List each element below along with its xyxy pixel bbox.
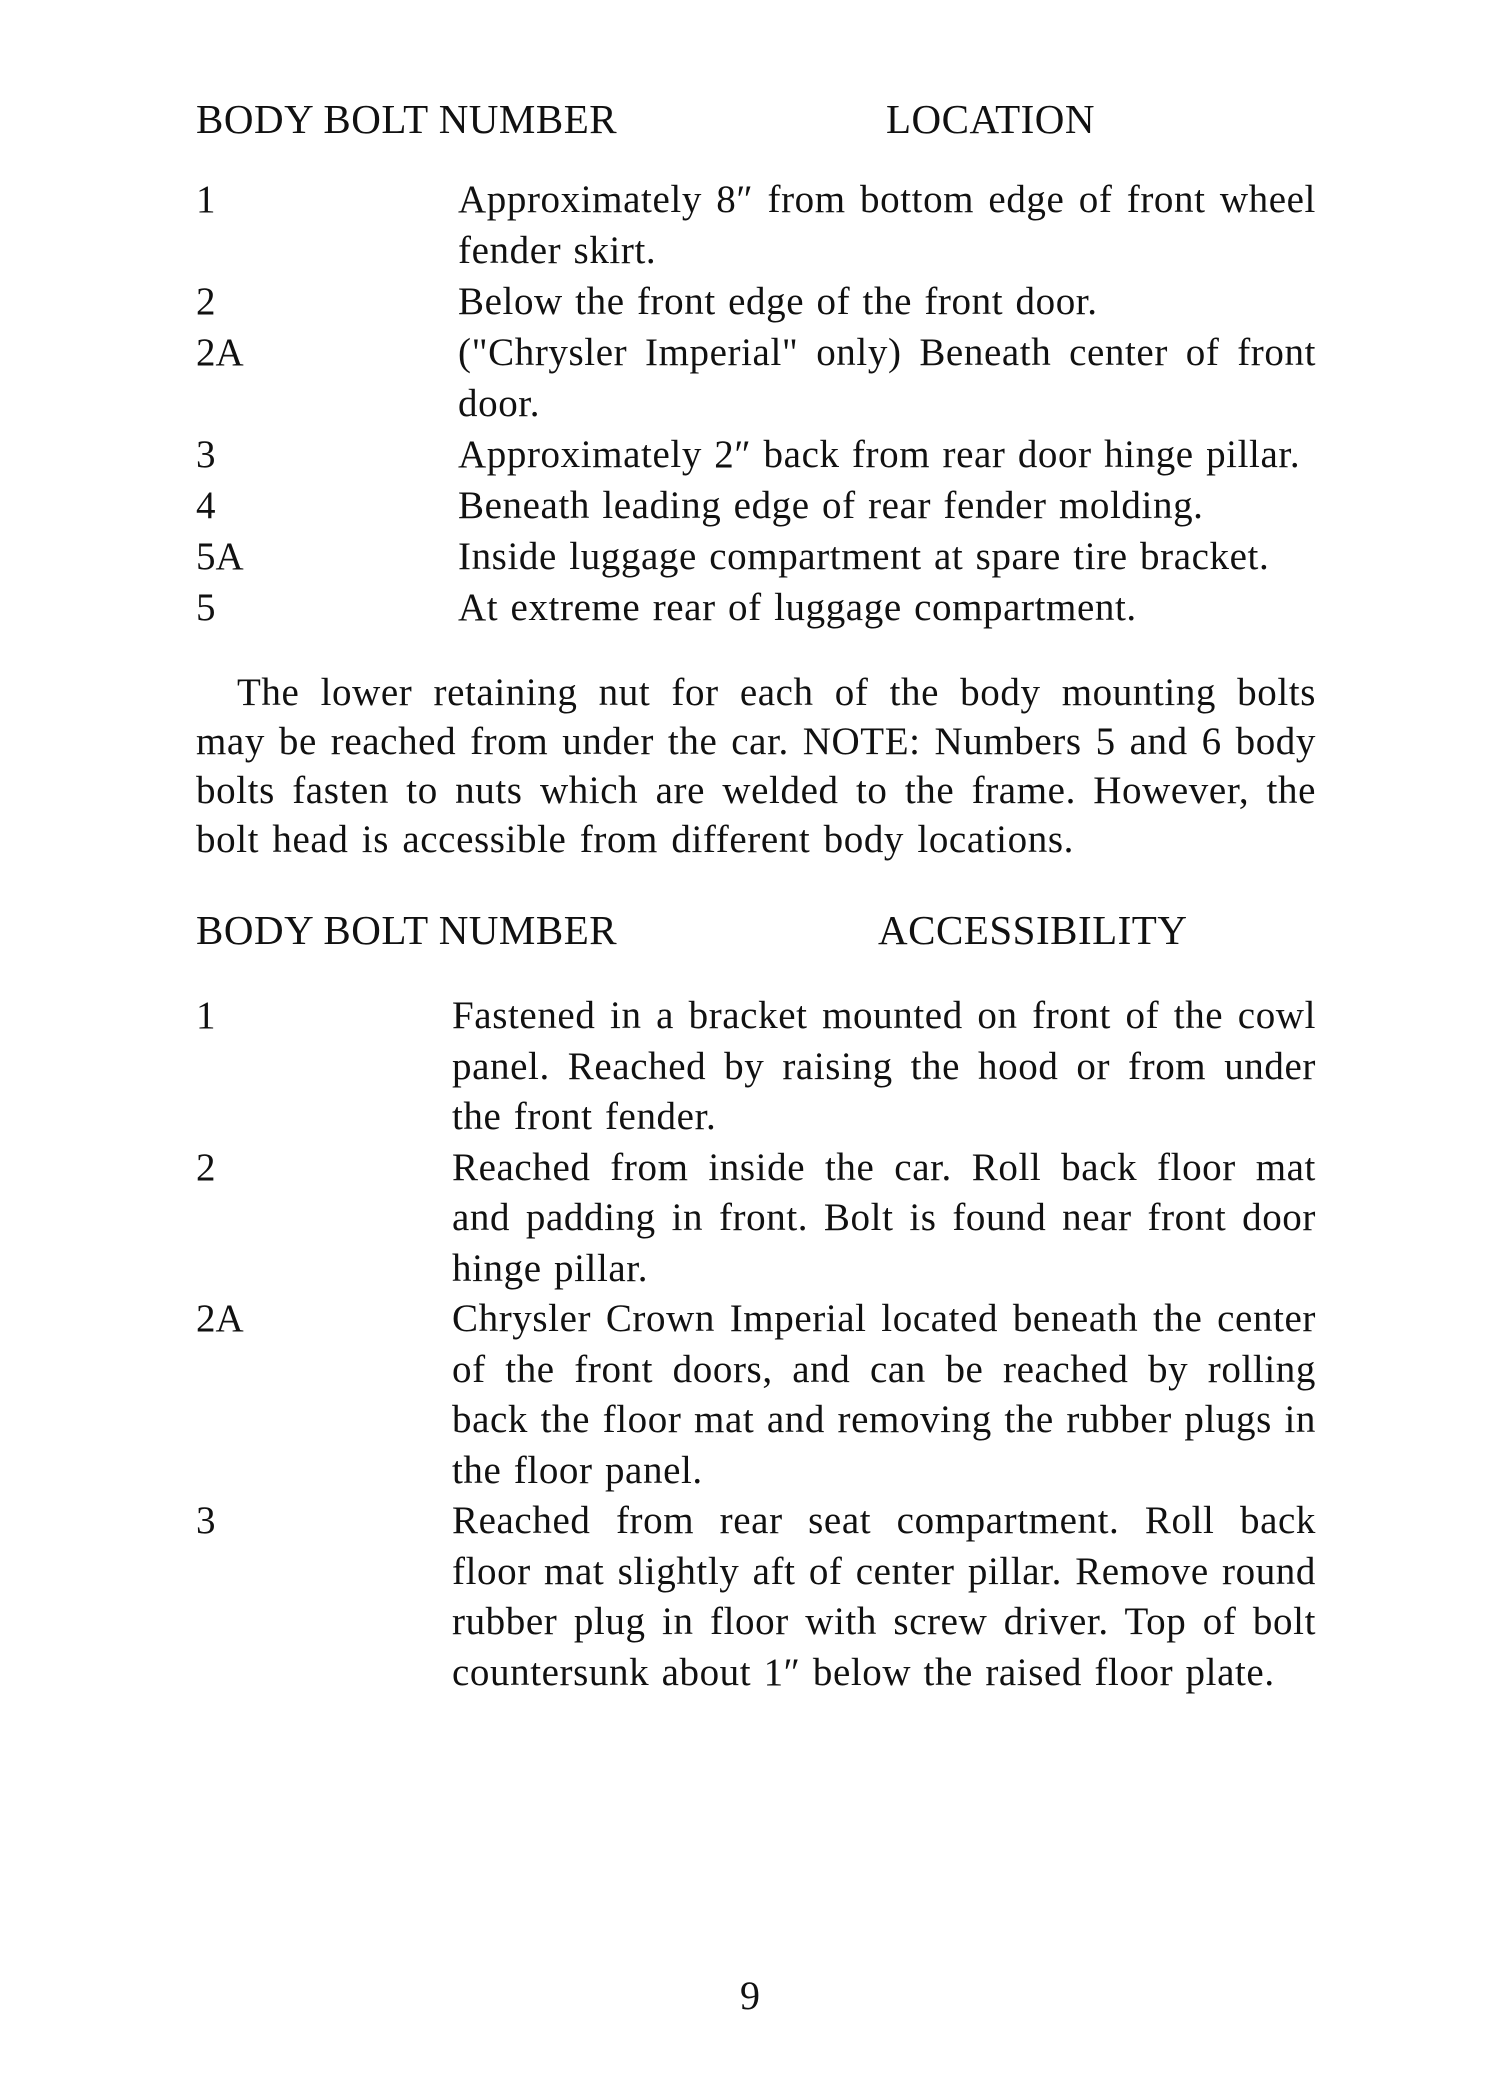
table-row <box>196 991 1316 1143</box>
bolt-accessibility: Reached from inside the car. Roll back floor mat and padding in front. Bolt is found near front door hinge pillar. <box>452 1145 1316 1290</box>
bolt-accessibility: Fastened in a bracket mounted on front of the cowl panel. Reached by raising the hood or from under the front fender. <box>452 994 1316 1138</box>
bolt-location: Beneath leading edge of rear fender molding. <box>458 484 1204 527</box>
bolt-number: 1 <box>196 178 216 221</box>
body-paragraph: The lower retaining nut for each of the body mounting bolts may be reached from under the car. NOTE: Numbers 5 and 6 body bolts fasten to nuts which are welded to the frame. However, the bolt head is accessible from different body locations. <box>196 671 1316 861</box>
table-row <box>196 480 1316 531</box>
accessibility-table <box>196 991 1316 1698</box>
bolt-number: 1 <box>196 994 216 1037</box>
bolt-number: 5A <box>196 535 244 578</box>
bolt-number: 5 <box>196 586 216 629</box>
table-row <box>196 174 1316 276</box>
page-number: 9 <box>740 1973 760 2018</box>
bolt-accessibility: Reached from rear seat compartment. Roll back floor mat slightly aft of center pillar. Remove round rubber plug in floor with screw driver. Top of bolt countersunk about 1″ below the raised floor plate. <box>452 1499 1316 1694</box>
accessibility-table-header <box>196 903 1316 957</box>
location-table-header <box>196 92 1316 146</box>
location-column-header: LOCATION <box>886 96 1095 142</box>
bolt-number: 4 <box>196 484 216 527</box>
document-page <box>196 92 1316 1698</box>
table-row <box>196 582 1316 633</box>
bolt-location: Approximately 2″ back from rear door hinge pillar. <box>458 433 1301 476</box>
bolt-number: 2A <box>196 1297 244 1340</box>
bolt-number: 2 <box>196 280 216 323</box>
bolt-location: ("Chrysler Imperial" only) Beneath center of front door. <box>458 331 1316 425</box>
location-table <box>196 174 1316 633</box>
bolt-number-column-header: BODY BOLT NUMBER <box>196 96 618 142</box>
bolt-location: Approximately 8″ from bottom edge of front wheel fender skirt. <box>458 178 1316 272</box>
table-row <box>196 1143 1316 1295</box>
bolt-number: 2 <box>196 1145 216 1189</box>
bolt-number: 3 <box>196 1499 216 1542</box>
table-row <box>196 327 1316 429</box>
bolt-location: Below the front edge of the front door. <box>458 280 1098 323</box>
accessibility-column-header: ACCESSIBILITY <box>878 907 1188 953</box>
bolt-number-column-header: BODY BOLT NUMBER <box>196 907 618 953</box>
bolt-accessibility: Chrysler Crown Imperial located beneath the center of the front doors, and can be reached by rolling back the floor mat and removing the rubber plugs in the floor panel. <box>452 1297 1316 1492</box>
bolt-location: At extreme rear of luggage compartment. <box>458 586 1137 629</box>
table-row <box>196 1496 1316 1698</box>
table-row <box>196 1294 1316 1496</box>
bolt-location: Inside luggage compartment at spare tire bracket. <box>458 535 1270 578</box>
bolt-number: 3 <box>196 433 216 476</box>
table-row <box>196 531 1316 582</box>
table-row <box>196 276 1316 327</box>
table-row <box>196 429 1316 480</box>
bolt-number: 2A <box>196 331 244 374</box>
